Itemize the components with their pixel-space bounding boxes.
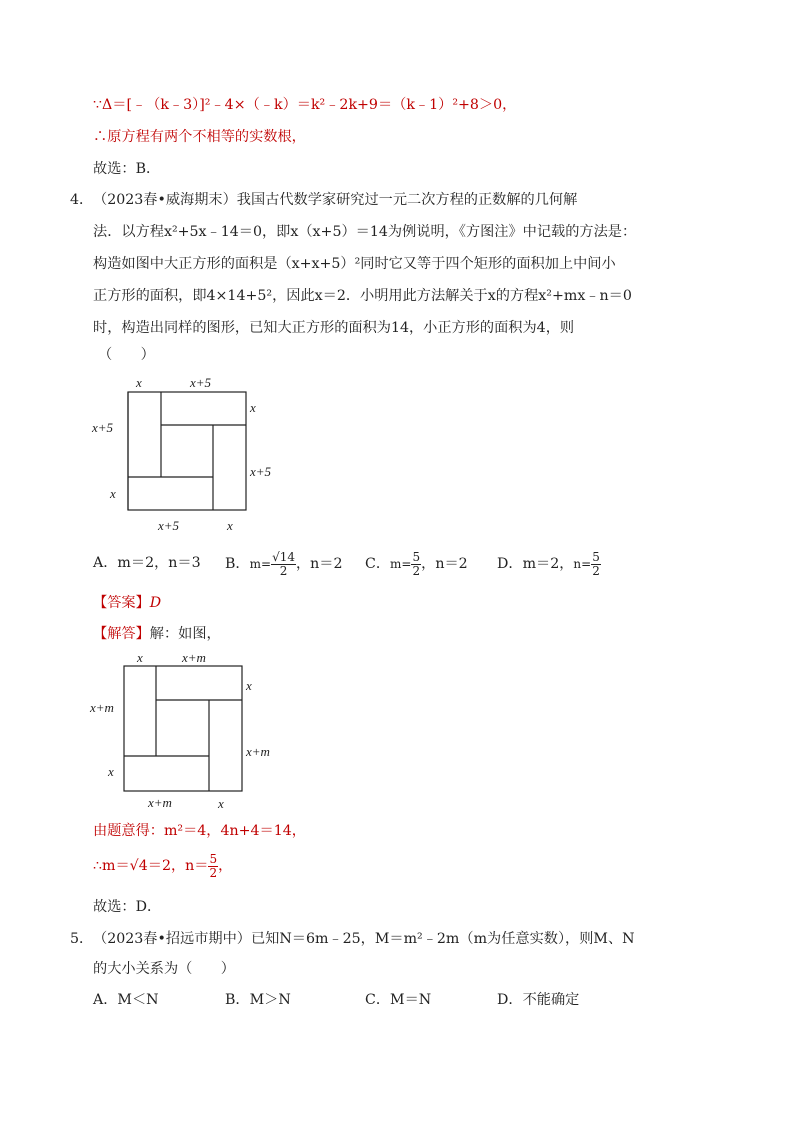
q5-option-c: C．M＝N xyxy=(365,992,432,1008)
q5-option-a: A．M＜N xyxy=(93,992,159,1008)
q5-option-b: B．M＞N xyxy=(225,992,291,1008)
fig1-label-right-top: x xyxy=(250,400,256,415)
q5-option-d: D．不能确定 xyxy=(497,992,580,1008)
fig2-label-left-bottom: x xyxy=(108,764,114,779)
q4-line3: 构造如图中大正方形的面积是（x+x+5）²同时它又等于四个矩形的面积加上中间小 xyxy=(93,256,616,272)
outer-square-2 xyxy=(124,666,242,791)
q4-choice: 故选：D． xyxy=(93,899,162,915)
q4-option-b: B．m= $\frac{√14}{2}$ ，n＝2 xyxy=(225,549,343,578)
outer-square xyxy=(128,392,246,510)
fig1-label-top-right: x+5 xyxy=(190,375,212,390)
prev-choice: 故选：B． xyxy=(93,161,161,177)
fig1-label-bottom-left: x+5 xyxy=(158,518,180,533)
q4-line1: （2023春•威海期末）我国古代数学家研究过一元二次方程的正数解的几何解 xyxy=(93,192,578,208)
fig1-label-left-top: x+5 xyxy=(92,420,114,435)
q4-line2: 法．以方程x²+5x﹣14＝0，即x（x+5）＝14为例说明，《方图注》中记载的方法是： xyxy=(93,224,637,240)
frac-5-over-2-derive: $\frac{5}{2}$ xyxy=(209,851,218,880)
figure-square-2 xyxy=(88,648,288,822)
q5-line2: 的大小关系为（ ） xyxy=(93,961,235,977)
fig2-label-top-left: x xyxy=(137,650,143,665)
q5-line1: （2023春•招远市期中）已知N＝6m﹣25，M＝m²﹣2m（m为任意实数），则M、N xyxy=(93,931,635,947)
frac-5-over-2-d: $\frac{5}{2}$ xyxy=(592,549,600,578)
fig2-label-left-top: x+m xyxy=(90,700,114,715)
delta-line: ∵Δ＝[﹣（k﹣3）]²﹣4×（﹣k）＝k²﹣2k+9＝（k﹣1）²+8＞0， xyxy=(93,97,517,113)
q4-number: 4． xyxy=(70,192,94,208)
fig1-label-left-bottom: x xyxy=(110,486,116,501)
fig1-label-bottom-right: x xyxy=(227,518,233,533)
q4-option-a: A．m＝2，n＝3 xyxy=(93,555,201,571)
frac-sqrt14-over-2: $\frac{√14}{2}$ xyxy=(272,549,295,578)
q4-option-c: C．m= $\frac{5}{2}$ ，n＝2 xyxy=(365,549,468,578)
figure-square-1 xyxy=(90,370,290,544)
q4-derive-1: 由题意得：m²＝4，4n+4＝14， xyxy=(93,823,306,839)
fig2-label-bottom-right: x xyxy=(218,796,224,811)
fig2-label-bottom-left: x+m xyxy=(148,795,172,810)
q4-derive-2: ∴m＝√4＝2，n＝ $\frac{5}{2}$ ， xyxy=(93,851,233,880)
fig1-label-top-left: x xyxy=(136,375,142,390)
q4-line4: 正方形的面积，即4×14+5²，因此x＝2．小明用此方法解关于x的方程x²+mx﹣n＝0 xyxy=(93,288,632,304)
q4-answer-paren: （ ） xyxy=(98,347,155,363)
q4-option-d: D．m＝2，n= $\frac{5}{2}$ xyxy=(497,549,600,578)
fig2-label-top-right: x+m xyxy=(182,650,206,665)
q4-solution-intro: 【解答】解：如图， xyxy=(93,626,221,642)
fig2-label-right-top: x xyxy=(246,678,252,693)
fig1-label-right-bottom: x+5 xyxy=(250,464,272,479)
fig2-label-right-bottom: x+m xyxy=(246,744,270,759)
q5-number: 5． xyxy=(70,931,94,947)
q4-line5: 时，构造出同样的图形，已知大正方形的面积为14，小正方形的面积为4，则 xyxy=(93,320,575,336)
q4-answer: 【答案】D xyxy=(93,595,162,611)
conclusion-line: ∴原方程有两个不相等的实数根， xyxy=(93,129,306,145)
frac-5-over-2-c: $\frac{5}{2}$ xyxy=(412,549,421,578)
